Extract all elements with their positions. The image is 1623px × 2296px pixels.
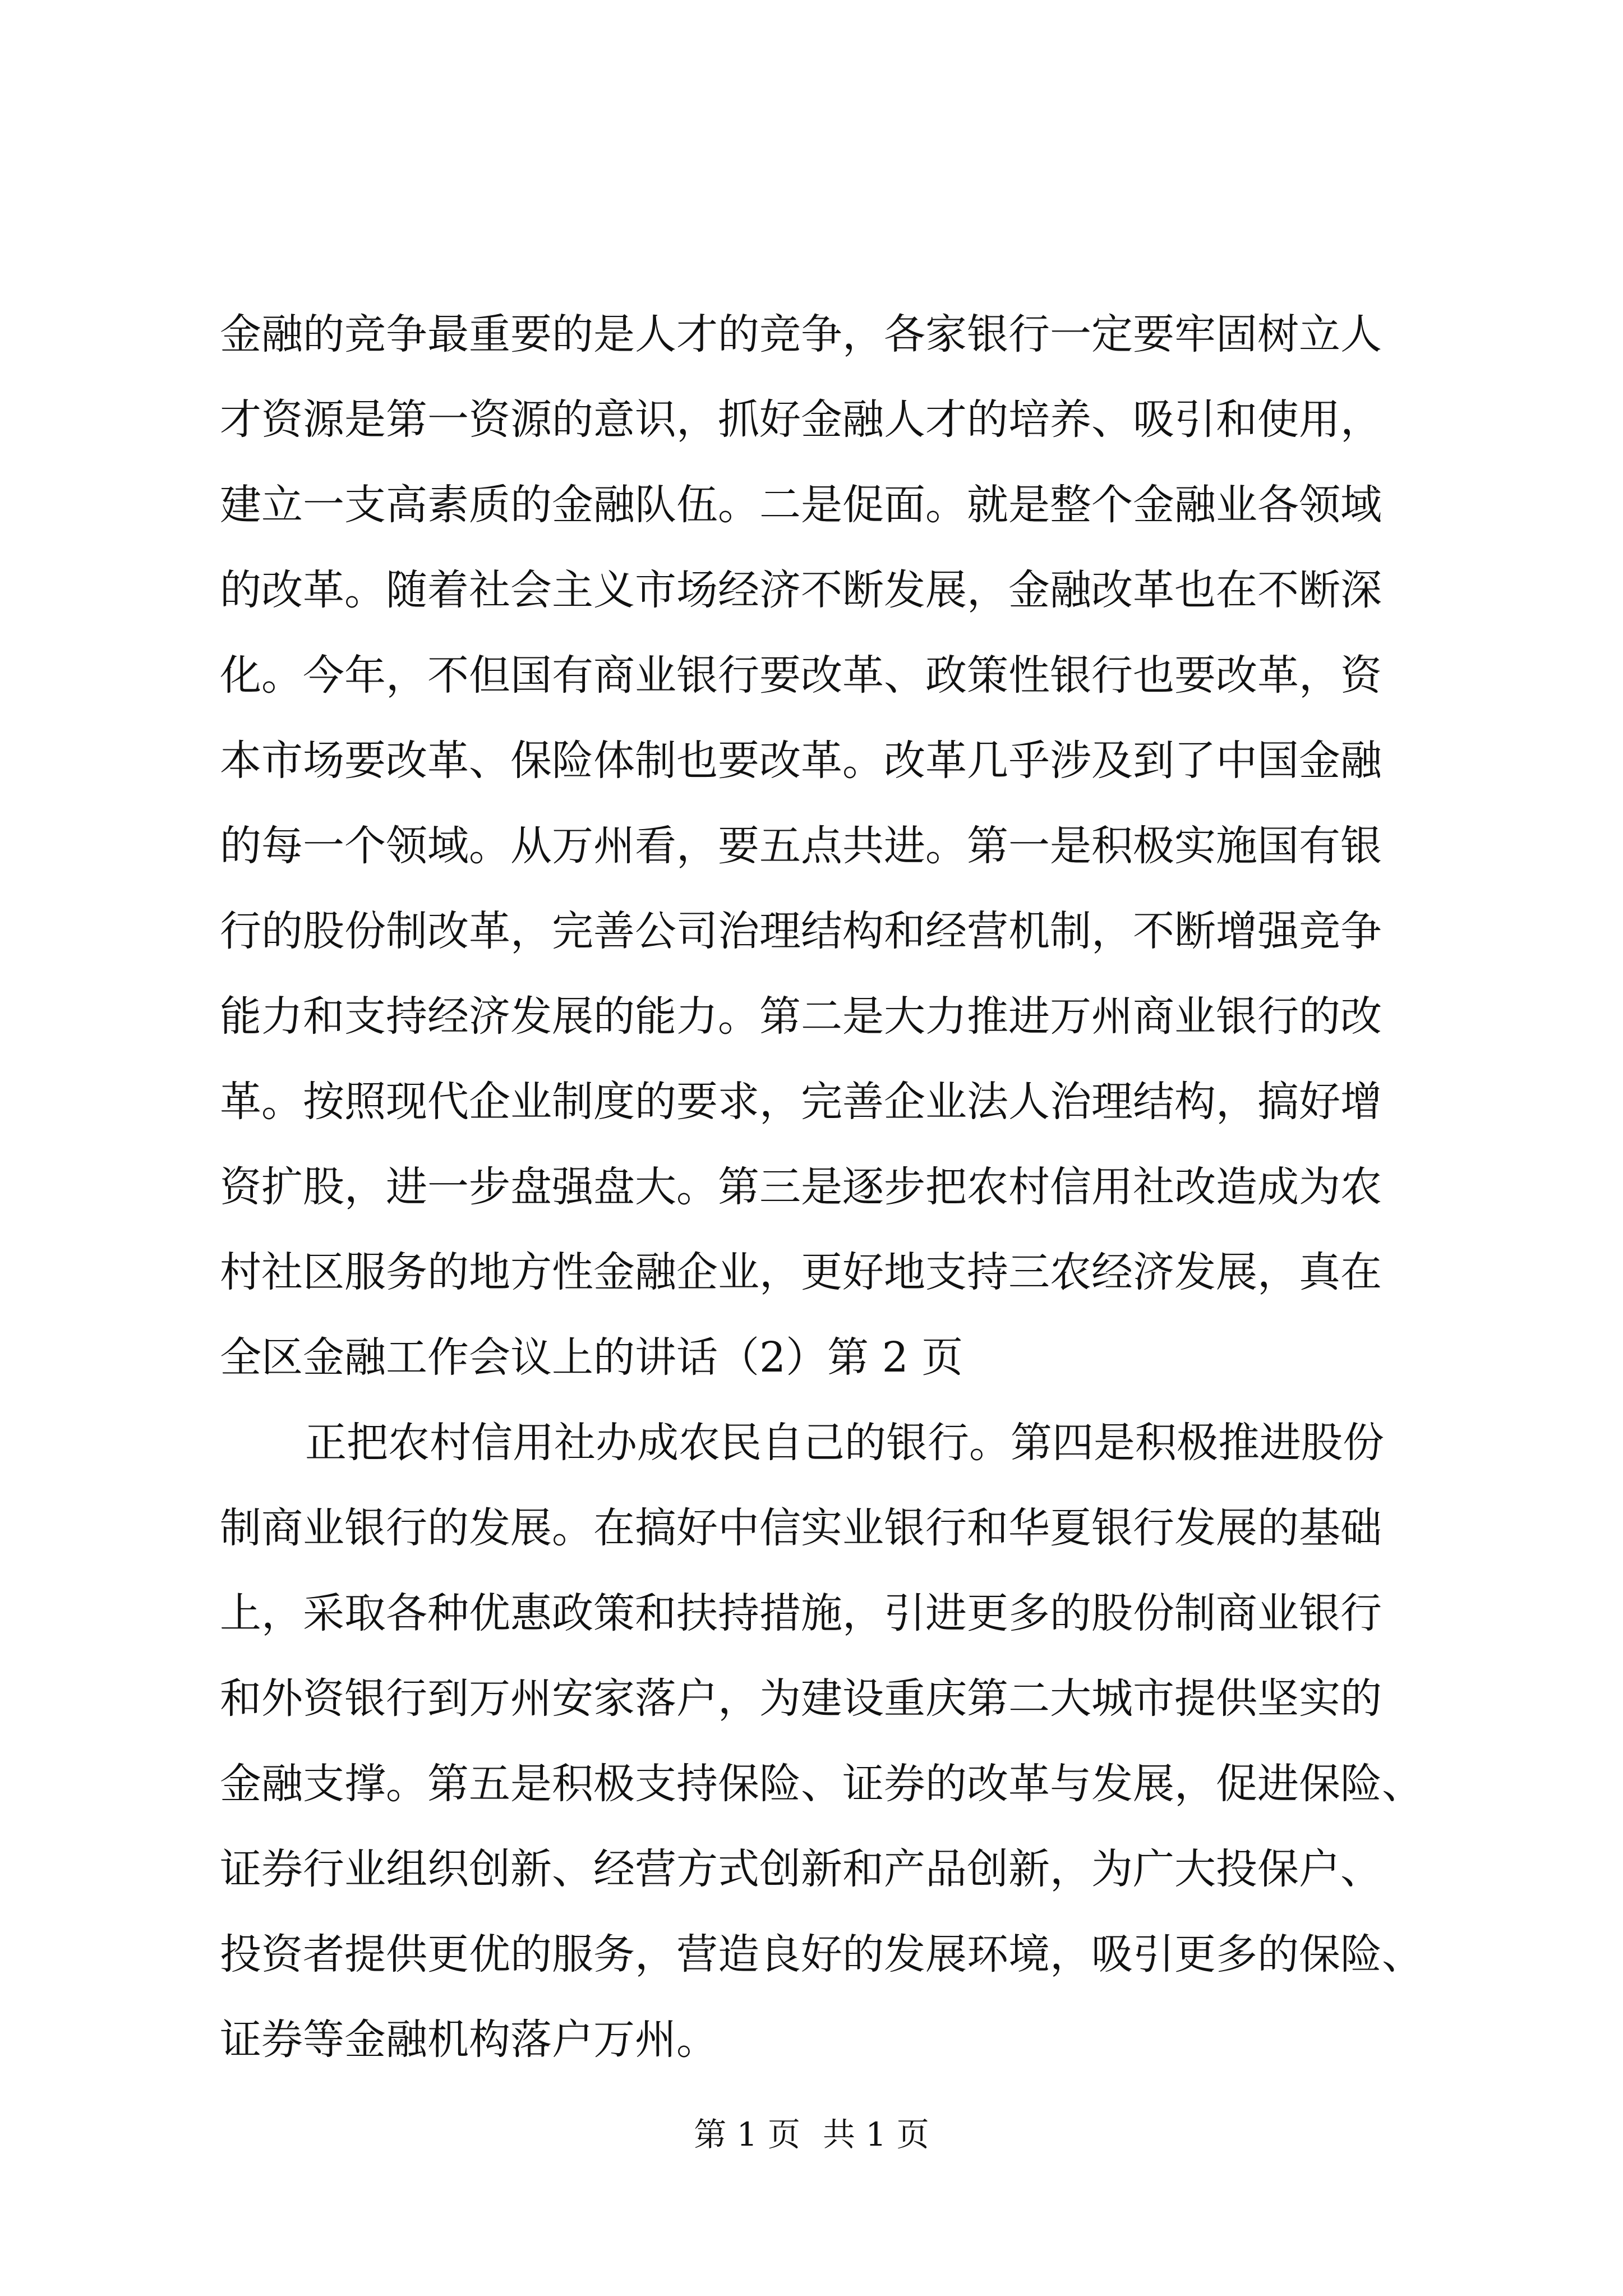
text-line: 建立一支高素质的金融队伍。二是促面。就是整个金融业各领域 [220,481,1382,529]
paragraph-start-line: 正把农村信用社办成农民自己的银行。第四是积极推进股份 [305,1419,1384,1467]
page-title-line: 全区金融工作会议上的讲话（2）第 2 页 [220,1333,963,1382]
text-line: 的改革。随着社会主义市场经济不断发展，金融改革也在不断深 [220,566,1382,614]
text-line: 证券行业组织创新、经营方式创新和产品创新，为广大投保户、 [220,1845,1382,1893]
text-line: 投资者提供更优的服务，营造良好的发展环境，吸引更多的保险、 [220,1930,1423,1978]
text-line: 村社区服务的地方性金融企业，更好地支持三农经济发展，真在 [220,1248,1382,1296]
text-line: 革。按照现代企业制度的要求，完善企业法人治理结构，搞好增 [220,1078,1382,1126]
body-text [220,292,1423,2082]
text-line: 行的股份制改革，完善公司治理结构和经营机制，不断增强竞争 [220,907,1382,955]
text-line: 才资源是第一资源的意识，抓好金融人才的培养、吸引和使用， [220,395,1382,444]
page-footer [0,2115,1623,2154]
text-line: 金融的竞争最重要的是人才的竞争，各家银行一定要牢固树立人 [220,310,1382,358]
text-line: 的每一个领域。从万州看，要五点共进。第一是积极实施国有银 [220,822,1382,870]
text-line: 上，采取各种优惠政策和扶持措施，引进更多的股份制商业银行 [220,1589,1382,1637]
text-line: 金融支撑。第五是积极支持保险、证券的改革与发展，促进保险、 [220,1760,1423,1808]
text-line: 和外资银行到万州安家落户，为建设重庆第二大城市提供坚实的 [220,1674,1382,1723]
text-line: 化。今年，不但国有商业银行要改革、政策性银行也要改革，资 [220,651,1382,700]
page-number: 第 1 页 [694,2115,800,2154]
text-line: 能力和支持经济发展的能力。第二是大力推进万州商业银行的改 [220,992,1382,1041]
text-line: 资扩股，进一步盘强盘大。第三是逐步把农村信用社改造成为农 [220,1163,1382,1211]
text-line: 制商业银行的发展。在搞好中信实业银行和华夏银行发展的基础 [220,1504,1382,1552]
text-line: 证券等金融机构落户万州。 [220,2016,718,2064]
text-line: 本市场要改革、保险体制也要改革。改革几乎涉及到了中国金融 [220,737,1382,785]
page-total: 共 1 页 [823,2115,929,2154]
